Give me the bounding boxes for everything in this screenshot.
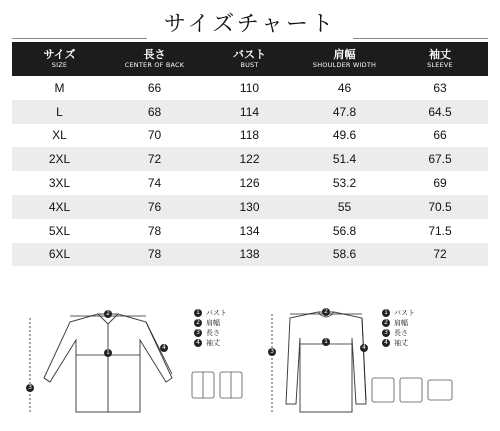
shirt-measure-lines — [30, 316, 172, 412]
cell-sleeve: 69 — [433, 176, 447, 191]
header-bust-jp: バスト — [233, 48, 266, 61]
legend-right — [382, 308, 415, 348]
cell-length: 78 — [147, 223, 162, 238]
sweater-thumbnails — [372, 378, 452, 402]
cell-sleeve: 72 — [433, 247, 447, 262]
size-table — [12, 42, 488, 266]
legend-item: 3 長さ — [382, 328, 415, 338]
cell-shoulder: 49.6 — [332, 128, 357, 143]
jacket-thumbnails — [192, 372, 242, 398]
garment-illustrations — [0, 300, 500, 431]
header-bust-en: BUST — [240, 61, 259, 69]
cell-shoulder: 46 — [337, 80, 352, 95]
table-body — [12, 76, 488, 266]
marker-sweater-4: 4 — [360, 344, 368, 352]
table-row — [12, 100, 488, 124]
cell-shoulder: 56.8 — [332, 223, 357, 238]
sweater-illustration — [286, 312, 366, 412]
cell-length: 70 — [147, 128, 162, 143]
cell-shoulder: 47.8 — [332, 104, 357, 119]
marker-sweater-3: 3 — [268, 348, 276, 356]
cell-size: 5XL — [48, 223, 71, 238]
table-row — [12, 76, 488, 100]
cell-sleeve: 66 — [433, 128, 447, 143]
header-length-en: CENTER OF BACK — [124, 61, 185, 69]
cell-bust: 138 — [239, 247, 260, 262]
header-shoulder-jp: 肩幅 — [333, 48, 356, 61]
title-left-rule — [12, 38, 147, 39]
marker-sweater-1: 1 — [322, 338, 330, 346]
legend-item: 4 袖丈 — [194, 338, 227, 348]
cell-size: L — [56, 104, 63, 119]
header-size — [12, 42, 107, 76]
cell-sleeve: 67.5 — [428, 152, 452, 167]
cell-shoulder: 53.2 — [332, 176, 357, 191]
table-row — [12, 219, 488, 243]
cell-size: XL — [52, 128, 67, 143]
cell-size: 4XL — [48, 199, 71, 214]
cell-size: 6XL — [48, 247, 71, 262]
cell-bust: 122 — [239, 152, 260, 167]
cell-length: 66 — [147, 80, 162, 95]
cell-bust: 134 — [239, 223, 260, 238]
cell-bust: 130 — [239, 199, 260, 214]
legend-item: 1 バスト — [382, 308, 415, 318]
table-row — [12, 147, 488, 171]
legend-item: 1 バスト — [194, 308, 227, 318]
cell-sleeve: 71.5 — [428, 223, 452, 238]
cell-size: M — [54, 80, 65, 95]
table-row — [12, 171, 488, 195]
header-shoulder-en: SHOULDER WIDTH — [312, 61, 377, 69]
legend-item: 2 肩幅 — [194, 318, 227, 328]
title-right-rule — [353, 38, 488, 39]
legend-left — [194, 308, 227, 348]
table-row — [12, 243, 488, 267]
cell-size: 2XL — [48, 152, 71, 167]
cell-bust: 118 — [239, 128, 260, 143]
measurement-diagrams — [0, 300, 500, 431]
table-row — [12, 195, 488, 219]
cell-shoulder: 51.4 — [332, 152, 357, 167]
cell-length: 76 — [147, 199, 162, 214]
page-title: サイズチャート — [163, 12, 337, 37]
cell-shoulder: 58.6 — [332, 247, 357, 262]
cell-size: 3XL — [48, 176, 71, 191]
cell-length: 68 — [147, 104, 162, 119]
cell-length: 74 — [147, 176, 162, 191]
header-sleeve — [392, 42, 488, 76]
header-sleeve-jp: 袖丈 — [429, 48, 451, 61]
cell-bust: 114 — [239, 104, 260, 119]
table-row — [12, 124, 488, 148]
cell-sleeve: 63 — [433, 80, 447, 95]
cell-bust: 110 — [239, 80, 260, 95]
legend-item: 4 袖丈 — [382, 338, 415, 348]
cell-length: 72 — [147, 152, 162, 167]
header-length — [107, 42, 202, 76]
shirt-illustration — [44, 314, 172, 412]
table-header — [12, 42, 488, 76]
marker-sweater-2: 2 — [322, 308, 330, 316]
header-shoulder — [297, 42, 392, 76]
marker-shirt-1: 1 — [104, 349, 112, 357]
marker-shirt-2: 2 — [104, 310, 112, 318]
header-sleeve-en: SLEEVE — [427, 61, 453, 69]
legend-item: 2 肩幅 — [382, 318, 415, 328]
header-size-jp: サイズ — [43, 48, 76, 61]
legend-item: 3 長さ — [194, 328, 227, 338]
cell-length: 78 — [147, 247, 162, 262]
cell-sleeve: 70.5 — [428, 199, 452, 214]
marker-shirt-3: 3 — [26, 384, 34, 392]
header-size-en: SIZE — [51, 61, 68, 69]
marker-shirt-4: 4 — [160, 344, 168, 352]
header-bust — [202, 42, 297, 76]
cell-sleeve: 64.5 — [428, 104, 452, 119]
cell-bust: 126 — [239, 176, 260, 191]
header-length-jp: 長さ — [143, 48, 166, 61]
cell-shoulder: 55 — [337, 199, 352, 214]
